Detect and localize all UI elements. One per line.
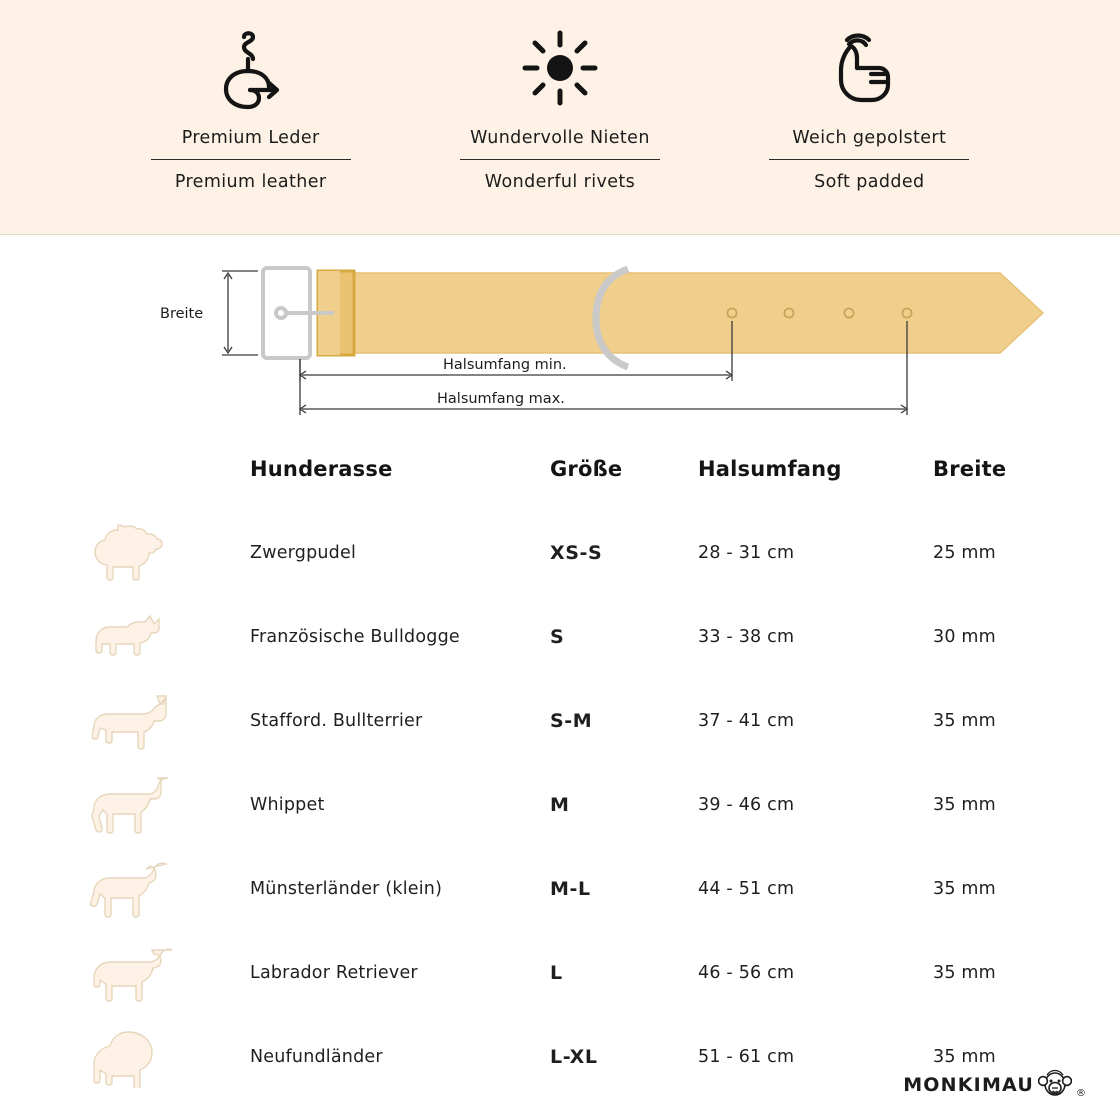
width-value: 35 mm [933,879,996,899]
width-value: 35 mm [933,963,996,983]
dimension-label-breite: Breite [160,306,204,322]
dimension-label-neck-max: Halsumfang max. [437,391,565,407]
breed-name: Münsterländer (klein) [250,879,443,899]
dog-silhouette-whippet-icon [60,763,250,847]
size-value: S-M [550,710,593,732]
feature-premium-leather [96,22,405,192]
table-row [60,595,1060,679]
neck-value: 46 - 56 cm [698,963,795,983]
table-row [60,763,1060,847]
neck-value: 28 - 31 cm [698,543,795,563]
breed-name: Neufundländer [250,1047,383,1067]
table-header-neck: Halsumfang [698,457,842,481]
registered-trademark: ® [1076,1088,1086,1099]
table-row [60,931,1060,1015]
dog-silhouette-frenchbulldog-icon [60,595,250,679]
neck-value: 44 - 51 cm [698,879,795,899]
feature-label-en: Wonderful rivets [484,172,636,192]
neck-value: 37 - 41 cm [698,711,795,731]
monkey-face-logo-icon [1038,1068,1072,1102]
table-header-breed: Hunderasse [250,457,393,481]
size-table-head [60,457,1060,511]
dimension-breite [222,271,258,355]
size-table [60,457,1060,1099]
size-value: XS-S [550,542,603,564]
breed-name: Zwergpudel [250,543,357,563]
table-row [60,847,1060,931]
size-value: L [550,962,563,984]
size-value: L-XL [550,1046,598,1068]
dimension-label-neck-min: Halsumfang min. [443,357,567,373]
collar-measurement-diagram [0,235,1120,457]
breed-name: Stafford. Bullterrier [250,711,423,731]
sun-rivet-icon [519,22,601,114]
feature-label-de: Premium Leder [151,128,351,160]
table-row [60,511,1060,595]
table-header-size: Größe [550,457,623,481]
dog-silhouette-labrador-icon [60,931,250,1015]
table-header-row [60,457,1060,511]
breed-name: Labrador Retriever [250,963,418,983]
size-value: M-L [550,878,591,900]
size-value: M [550,794,570,816]
strap-graphic [263,268,1043,367]
dog-silhouette-muensterlaender-icon [60,847,250,931]
brand-wordmark: MONKIMAU [903,1074,1034,1096]
leather-knot-icon [214,22,288,114]
breed-name: Whippet [250,795,325,815]
neck-value: 51 - 61 cm [698,1047,795,1067]
table-header-width: Breite [933,457,1007,481]
width-value: 35 mm [933,1047,996,1067]
table-row [60,679,1060,763]
width-value: 30 mm [933,627,996,647]
feature-label-de: Weich gepolstert [769,128,969,160]
table-header-icon [60,457,250,511]
hand-pinch-padding-icon [827,22,911,114]
size-value: S [550,626,565,648]
dog-silhouette-newfoundland-icon [60,1015,250,1099]
width-value: 35 mm [933,711,996,731]
brand-logo [903,1068,1086,1102]
feature-label-en: Soft padded [814,172,925,192]
width-value: 35 mm [933,795,996,815]
size-table-body [60,511,1060,1099]
feature-label-de: Wundervolle Nieten [460,128,660,160]
dog-silhouette-bullterrier-icon [60,679,250,763]
neck-value: 33 - 38 cm [698,627,795,647]
breed-name: Französische Bulldogge [250,627,460,647]
size-table-wrapper [0,457,1120,1099]
feature-banner [0,0,1120,235]
neck-value: 39 - 46 cm [698,795,795,815]
dog-silhouette-poodle-icon [60,511,250,595]
width-value: 25 mm [933,543,996,563]
feature-label-en: Premium leather [174,172,327,192]
feature-wonderful-rivets [405,22,714,192]
feature-soft-padded [715,22,1024,192]
